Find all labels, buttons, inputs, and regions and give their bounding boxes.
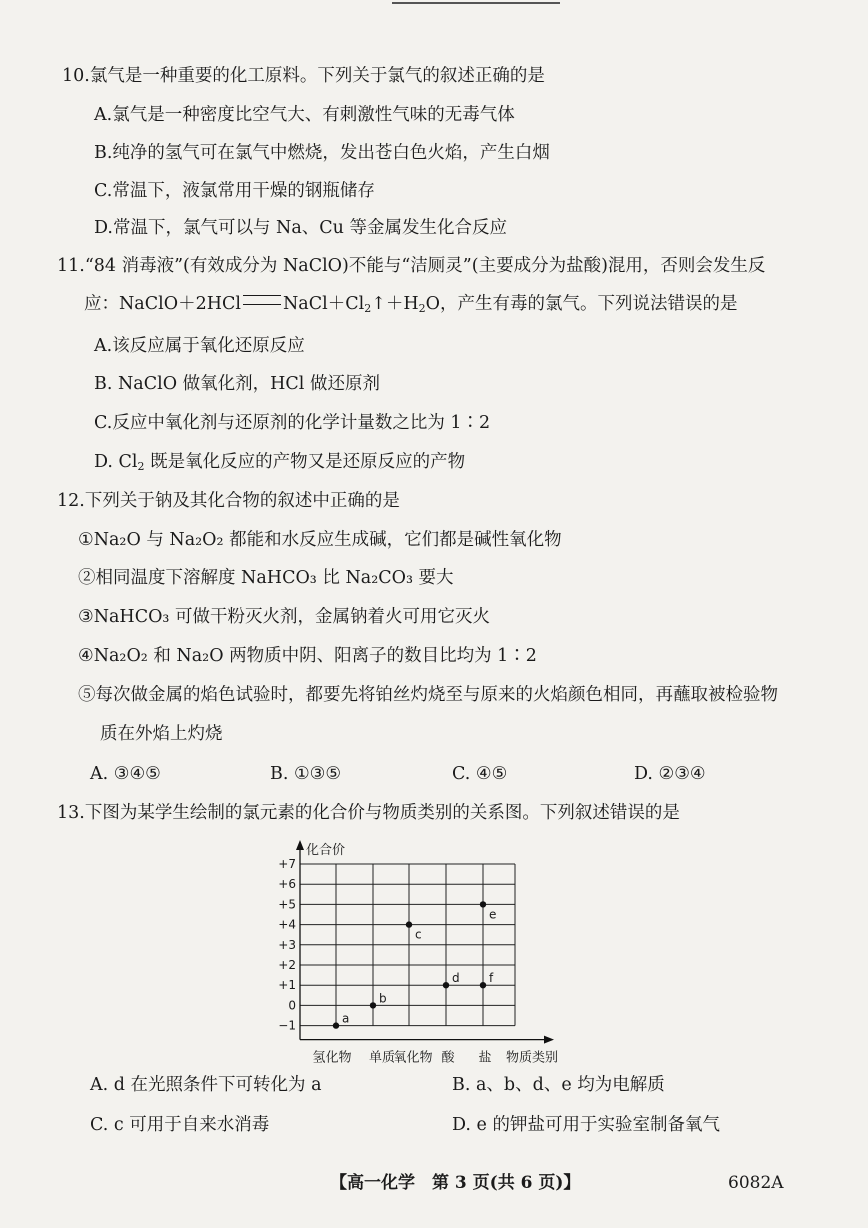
q10-option-d: D.常温下，氯气可以与 Na、Cu 等金属发生化合反应 xyxy=(94,218,508,238)
q12-option-c: C. ④⑤ xyxy=(452,764,508,784)
q13-option-b: B. a、b、d、e 均为电解质 xyxy=(452,1075,665,1095)
q10-option-a: A.氯气是一种密度比空气大、有刺激性气味的无毒气体 xyxy=(94,105,515,125)
y-axis-arrow-icon xyxy=(296,840,304,850)
q12-statement-1: ①Na₂O 与 Na₂O₂ 都能和水反应生成碱，它们都是碱性氧化物 xyxy=(78,530,562,550)
x-category-label: 氧化物 xyxy=(393,1050,433,1066)
q13-option-c: C. c 可用于自来水消毒 xyxy=(90,1115,270,1135)
q11-option-d xyxy=(94,450,465,474)
data-label-a: a xyxy=(342,1011,350,1026)
x-category-label: 单质 xyxy=(368,1050,396,1066)
x-axis-arrow-icon xyxy=(544,1036,554,1044)
equals-sign-icon xyxy=(243,295,281,305)
q10-stem: 10.氯气是一种重要的化工原料。下列关于氯气的叙述正确的是 xyxy=(62,66,545,86)
q11-equation-gas: ↑＋H xyxy=(371,294,419,314)
q11-equation-right: NaCl＋Cl xyxy=(282,294,365,314)
q12-stem: 12.下列关于钠及其化合物的叙述中正确的是 xyxy=(57,491,400,511)
data-point-f xyxy=(480,982,486,988)
data-label-c: c xyxy=(415,927,422,942)
q13-stem: 13.下图为某学生绘制的氯元素的化合价与物质类别的关系图。下列叙述错误的是 xyxy=(57,803,680,823)
data-label-f: f xyxy=(489,971,494,986)
data-label-d: d xyxy=(452,971,460,986)
y-tick-label: +7 xyxy=(278,857,296,871)
q11-option-b: B. NaClO 做氧化剂，HCl 做还原剂 xyxy=(94,374,380,394)
q13-option-a: A. d 在光照条件下可转化为 a xyxy=(90,1075,322,1095)
y-tick-label: 0 xyxy=(288,998,296,1013)
data-label-e: e xyxy=(489,907,497,922)
q11-equation-left: 应：NaClO＋2HCl xyxy=(84,294,241,314)
q11-stem-end: O，产生有毒的氯气。下列说法错误的是 xyxy=(425,294,738,314)
y-tick-label: −1 xyxy=(278,1018,296,1033)
y-tick-label: +6 xyxy=(278,877,296,892)
q11-option-d-pre: D. Cl xyxy=(94,452,138,472)
page-footer-title: 【高一化学 第 3 页(共 6 页)】 xyxy=(330,1173,581,1193)
q11-option-c: C.反应中氧化剂与还原剂的化学计量数之比为 1∶2 xyxy=(94,413,491,433)
page-code: 6082A xyxy=(728,1173,784,1193)
q12-statement-5-line2: 质在外焰上灼烧 xyxy=(100,724,223,744)
y-tick-label: +1 xyxy=(278,978,296,993)
y-tick-label: +3 xyxy=(278,937,296,952)
top-rule xyxy=(392,2,560,4)
y-tick-label: +4 xyxy=(278,917,296,932)
data-point-e xyxy=(480,901,486,907)
data-label-b: b xyxy=(379,991,387,1006)
x-axis-label: 物质类别 xyxy=(505,1050,559,1066)
q12-statement-4: ④Na₂O₂ 和 Na₂O 两物质中阴、阳离子的数目比均为 1∶2 xyxy=(78,646,537,666)
q12-statement-3: ③NaHCO₃ 可做干粉灭火剂，金属钠着火可用它灭火 xyxy=(78,607,491,627)
q11-option-d-sub: 2 xyxy=(137,460,145,473)
q13-option-d: D. e 的钾盐可用于实验室制备氧气 xyxy=(452,1115,720,1135)
q11-option-a: A.该反应属于氧化还原反应 xyxy=(94,336,305,356)
q11-stem-line1: 11.“84 消毒液”(有效成分为 NaClO)不能与“洁厕灵”(主要成分为盐酸)混用，否则会发生反 xyxy=(57,256,766,276)
x-category-label: 氢化物 xyxy=(312,1050,352,1066)
q12-option-a: A. ③④⑤ xyxy=(90,764,161,784)
q12-statement-5-line1: ⑤每次做金属的焰色试验时，都要先将铂丝灼烧至与原来的火焰颜色相同，再蘸取被检验物 xyxy=(78,685,778,705)
y-tick-label: +2 xyxy=(278,958,296,972)
data-point-b xyxy=(370,1002,376,1008)
q11-subscript-2: 2 xyxy=(418,302,426,315)
q10-option-b: B.纯净的氢气可在氯气中燃烧，发出苍白色火焰，产生白烟 xyxy=(94,143,550,163)
q11-subscript: 2 xyxy=(364,302,372,315)
q12-option-b: B. ①③⑤ xyxy=(270,764,342,784)
data-point-c xyxy=(406,921,412,927)
q12-statement-2: ②相同温度下溶解度 NaHCO₃ 比 Na₂CO₃ 要大 xyxy=(78,568,454,588)
x-category-label: 酸 xyxy=(441,1050,455,1066)
q11-stem-line2 xyxy=(84,292,738,316)
x-category-label: 盐 xyxy=(478,1050,492,1066)
y-tick-label: +5 xyxy=(278,897,296,912)
q10-option-c: C.常温下，液氯常用干燥的钢瓶储存 xyxy=(94,181,375,201)
q11-option-d-post: 既是氧化反应的产物又是还原反应的产物 xyxy=(144,452,466,472)
valence-chart xyxy=(270,838,570,1078)
q12-option-d: D. ②③④ xyxy=(634,764,706,784)
y-axis-label: 化合价 xyxy=(306,843,346,858)
data-point-a xyxy=(333,1022,339,1028)
data-point-d xyxy=(443,982,449,988)
